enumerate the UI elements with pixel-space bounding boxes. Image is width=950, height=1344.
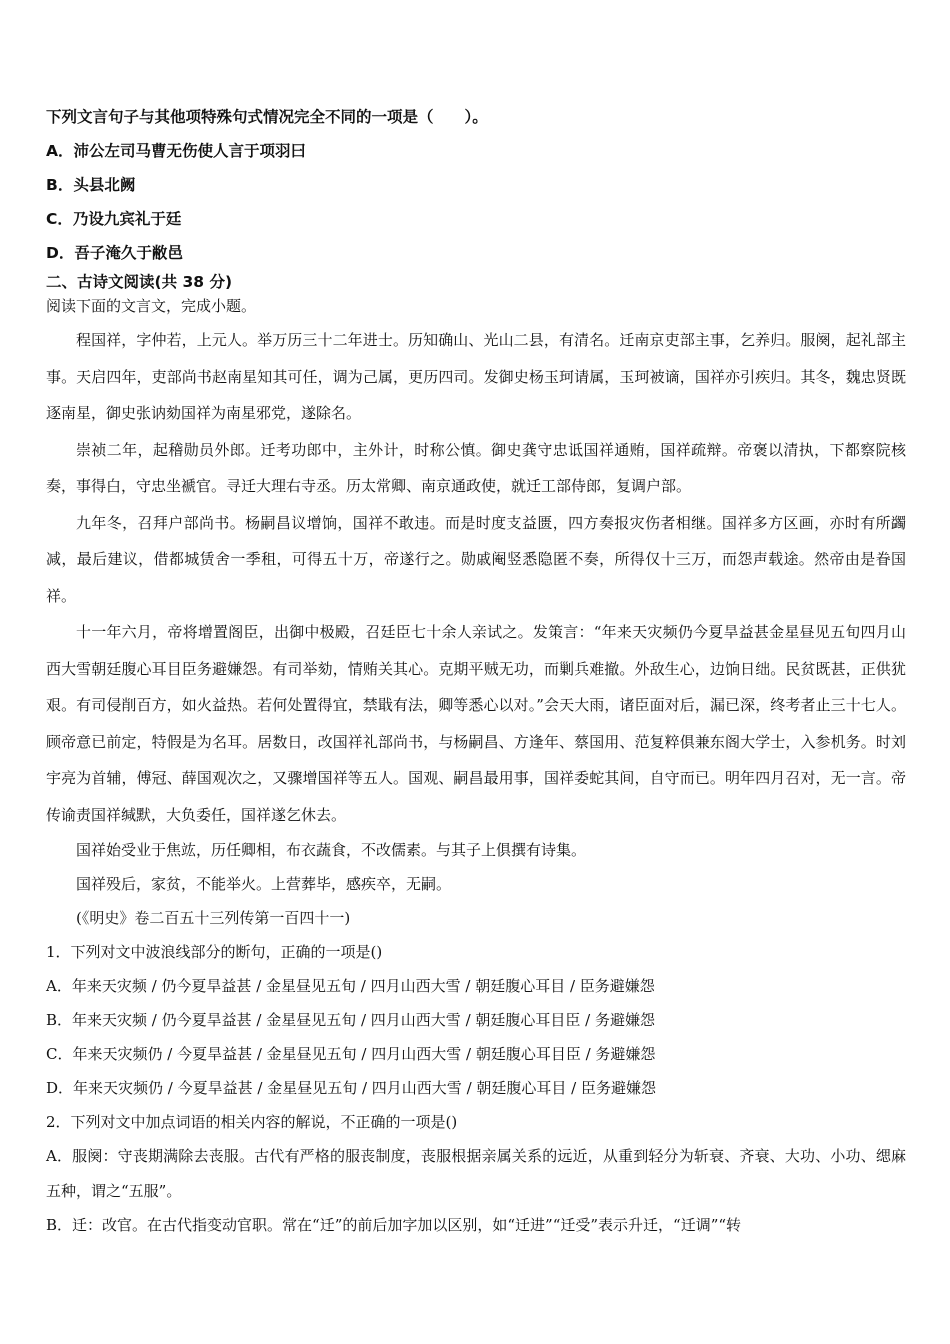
section-instruction: 阅读下面的文言文，完成小题。 xyxy=(46,297,257,315)
question-2 xyxy=(46,1105,906,1243)
question-2-stem: 2．下列对文中加点词语的相关内容的解说，不正确的一项是() xyxy=(46,1113,458,1131)
question-1-option-d: D．年来天灾频仍 / 今夏旱益甚 / 金星昼见五旬 / 四月山西大雪 / 朝廷腹心耳目 / 臣务避嫌怨 xyxy=(46,1079,656,1097)
passage-paragraph: 九年冬，召拜户部尚书。杨嗣昌议增饷，国祥不敢违。而是时度支益匮，四方奏报灾伤者相继。国祥多方区画，亦时有所蠲减，最后建议，借都城赁舍一季租，可得五十万，帝遂行之。勋戚阉竖悉隐匿不奏，所得仅十三万，而怨声载途。然帝由是眷国祥。 xyxy=(46,513,906,605)
passage-paragraph: 崇祯二年，起稽勋员外郎。迁考功郎中，主外计，时称公慎。御史龚守忠诋国祥通贿，国祥疏辩。帝褒以清执，下都察院核奏，事得白，守忠坐褫官。寻迁大理右寺丞。历太常卿、南京通政使，就迁工部侍郎，复调户部。 xyxy=(46,440,906,495)
mcq-option-a: A．沛公左司马曹无伤使人言于项羽曰 xyxy=(46,142,306,160)
question-2-option-a: A．服阕：守丧期满除去丧服。古代有严格的服丧制度，丧服根据亲属关系的远近，从重到轻分为斩衰、齐衰、大功、小功、缌麻五种，谓之“五服”。 xyxy=(46,1147,906,1200)
question-1-option-a: A．年来天灾频 / 仍今夏旱益甚 / 金星昼见五旬 / 四月山西大雪 / 朝廷腹心耳目 / 臣务避嫌怨 xyxy=(46,977,655,995)
mcq-option-c: C．乃设九宾礼于廷 xyxy=(46,210,182,228)
question-1-option-c: C．年来天灾频仍 / 今夏旱益甚 / 金星昼见五旬 / 四月山西大雪 / 朝廷腹心耳目臣 / 务避嫌怨 xyxy=(46,1045,656,1063)
passage-paragraph: 国祥殁后，家贫，不能举火。上营葬毕，感疾卒，无嗣。 xyxy=(76,875,452,893)
passage-source: (《明史》卷二百五十三列传第一百四十一) xyxy=(76,909,351,927)
section-heading: 二、古诗文阅读(共 38 分) xyxy=(46,273,233,291)
passage-paragraph: 程国祥，字仲若，上元人。举万历三十二年进士。历知确山、光山二县，有清名。迁南京吏部主事，乞养归。服阕，起礼部主事。天启四年，吏部尚书赵南星知其可任，调为己属，更历四司。发御史杨玉珂请属，玉珂被谪，国祥亦引疾归。其冬，魏忠贤既逐南星，御史张讷劾国祥为南星邪党，遂除名。 xyxy=(46,331,906,422)
mcq-question: 下列文言句子与其他项特殊句式情况完全不同的一项是（ ）。 xyxy=(46,108,488,126)
classical-passage xyxy=(46,322,906,935)
question-1-option-b: B．年来天灾频 / 仍今夏旱益甚 / 金星昼见五旬 / 四月山西大雪 / 朝廷腹心耳目臣 / 务避嫌怨 xyxy=(46,1011,655,1029)
mcq-option-d: D．吾子淹久于敝邑 xyxy=(46,244,183,262)
question-2-option-b: B．迁：改官。在古代指变动官职。常在“迁”的前后加字加以区别，如“迁进”“迁受”表示升迁，“迁调”“转 xyxy=(46,1216,742,1234)
question-1-stem: 1．下列对文中波浪线部分的断句，正确的一项是() xyxy=(46,943,383,961)
mcq-option-b: B．头县北阙 xyxy=(46,176,136,194)
passage-paragraph: 国祥始受业于焦竑，历任卿相，布衣蔬食，不改儒素。与其子上俱撰有诗集。 xyxy=(76,841,587,859)
mcq-sentence-pattern xyxy=(46,100,906,270)
question-1 xyxy=(46,935,906,1105)
passage-paragraph: 十一年六月，帝将增置阁臣，出御中极殿，召廷臣七十余人亲试之。发策言：“年来天灾频仍今夏旱益甚金星昼见五旬四月山西大雪朝廷腹心耳目臣务避嫌怨。有司举劾，情贿关其心。克期平贼无功，而剿兵难撤。外敌生心，边饷日绌。民贫既甚，正供犹艰。有司侵削百方，如火益热。若何处置得宜，禁戢有法，卿等悉心以对。”会天大雨，诸臣面对后，漏已深，终考者止三十七人。顾帝意已前定，特假是为名耳。居数日，改国祥礼部尚书，与杨嗣昌、方逢年、蔡国用、范复粹俱兼东阁大学士，入参机务。时刘宇亮为首辅，傅冠、薛国观次之，又骤增国祥等五人。国观、嗣昌最用事，国祥委蛇其间，自守而已。明年四月召对，无一言。帝传谕责国祥缄默，大负委任，国祥遂乞休去。 xyxy=(46,623,906,824)
